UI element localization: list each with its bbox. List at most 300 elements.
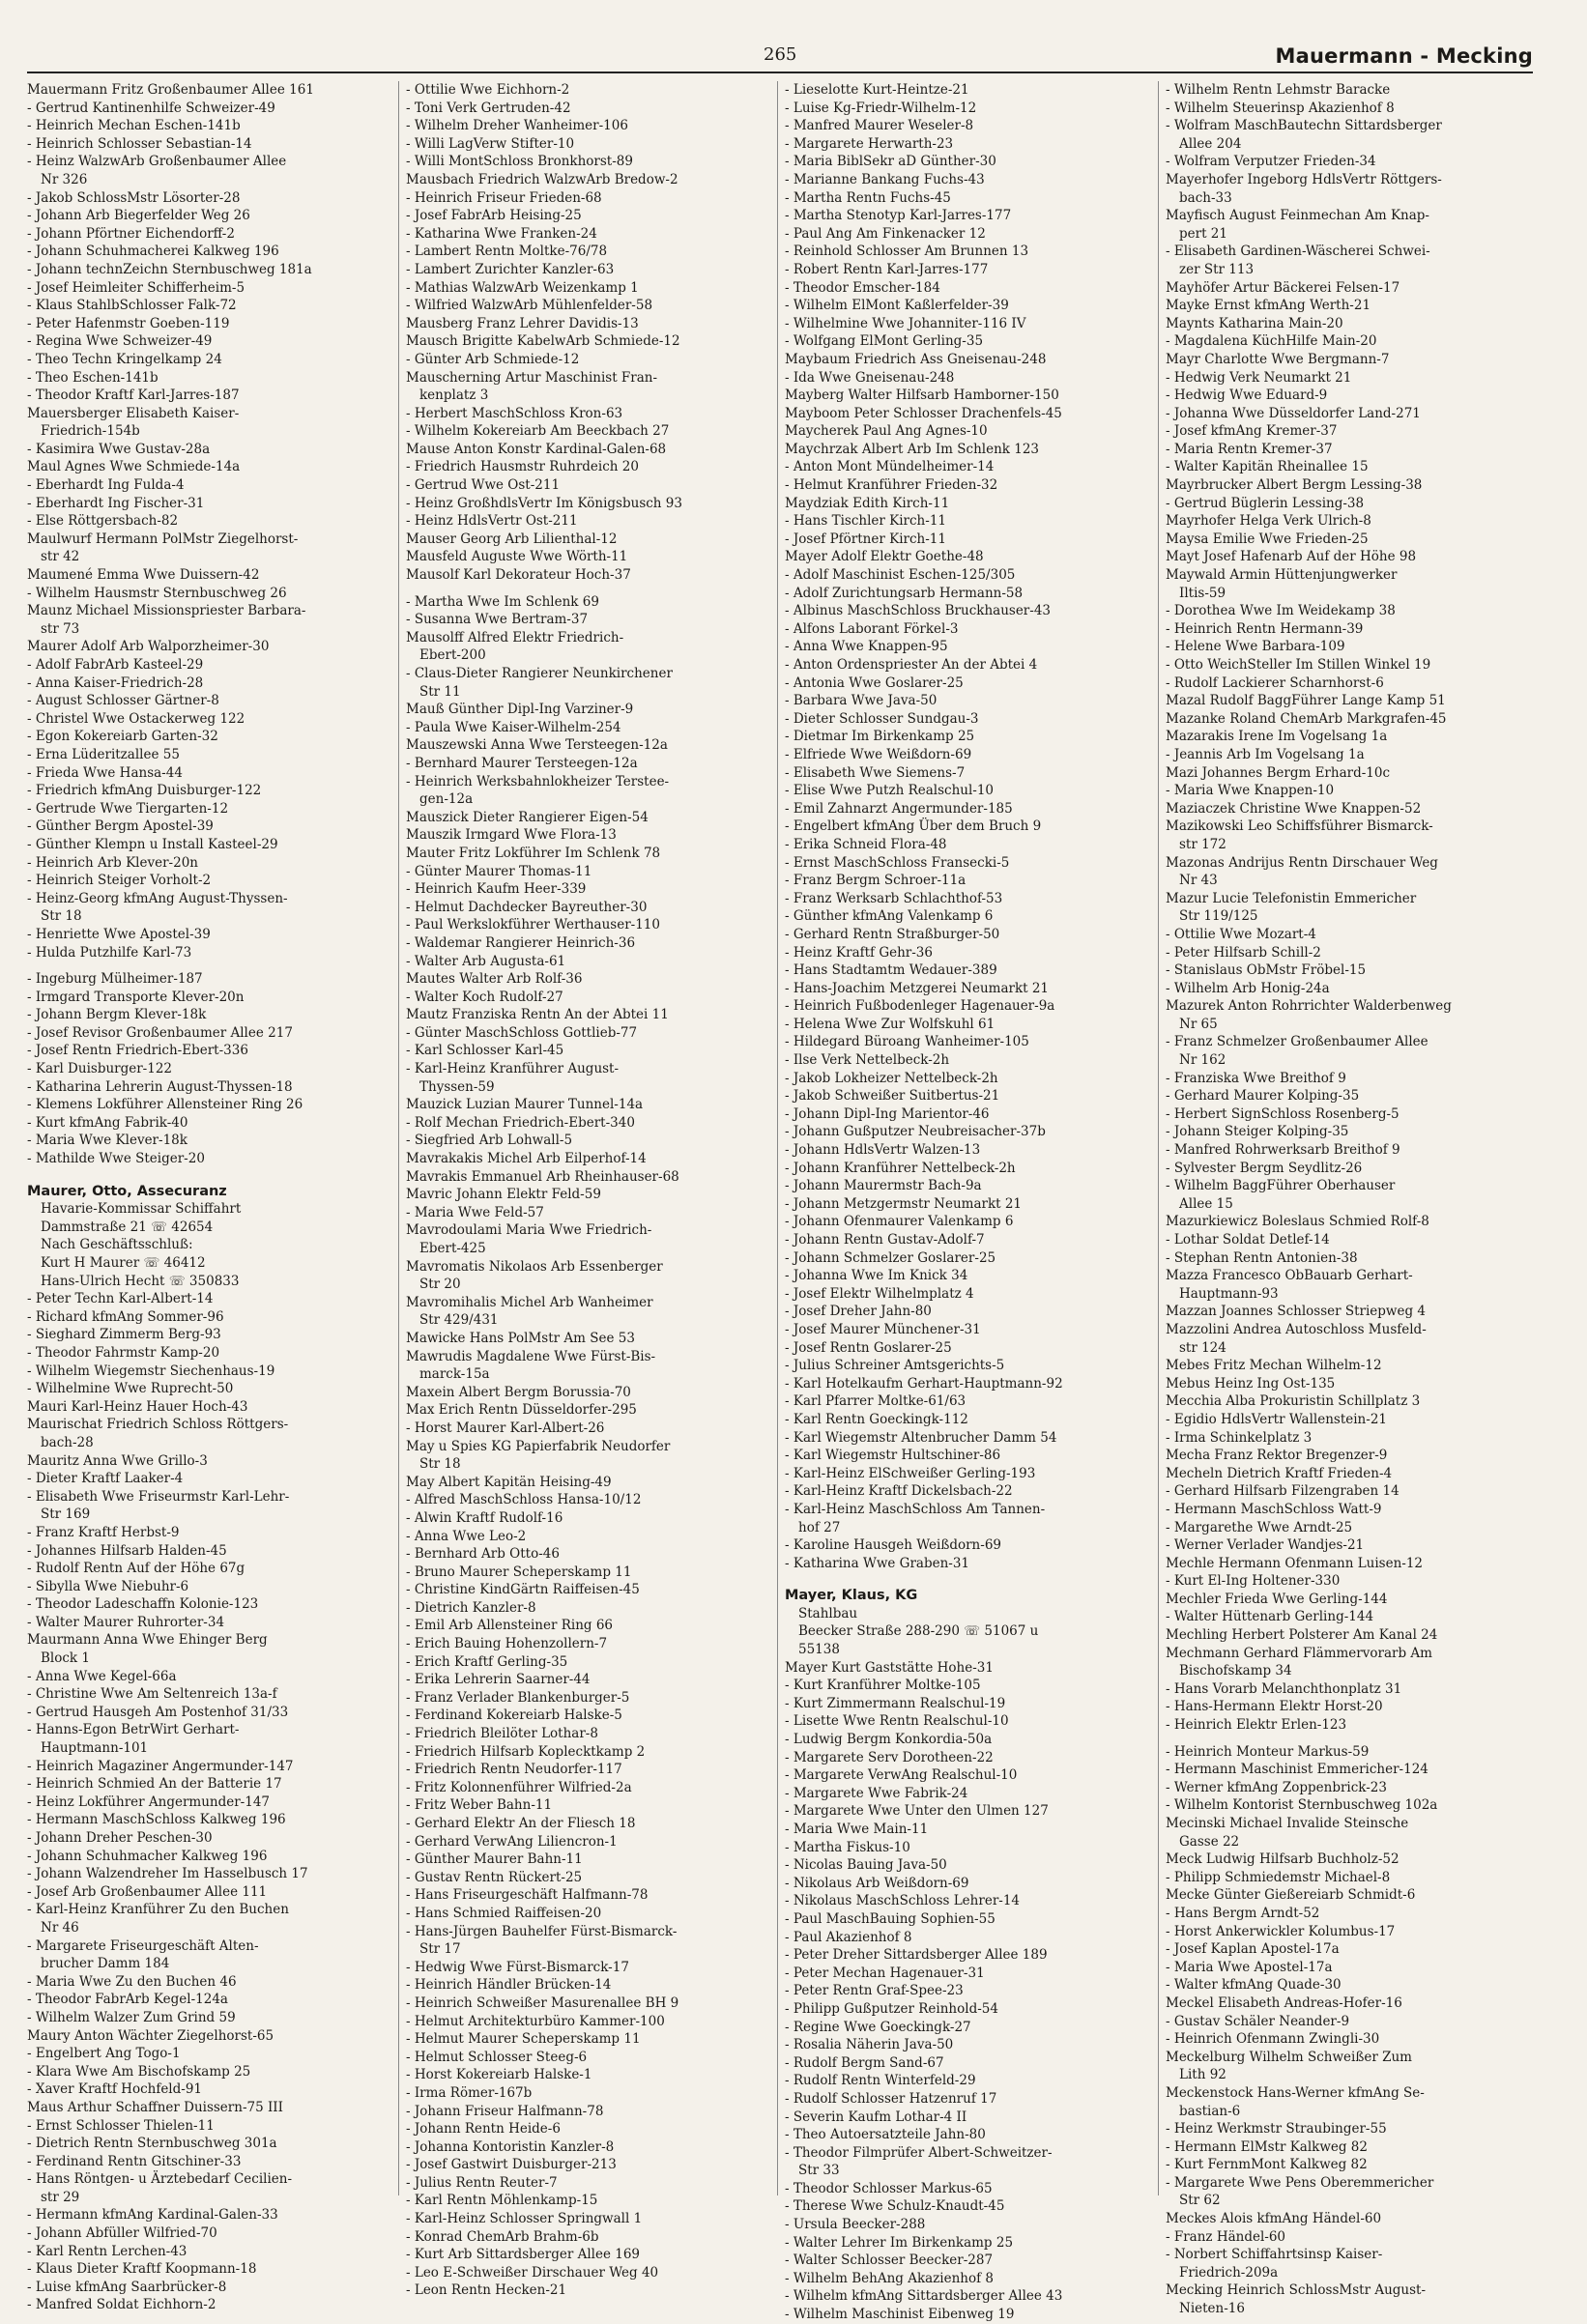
directory-entry: - Walter Hüttenarb Gerling-144 [1166,1609,1374,1625]
entry-continuation: bach-33 [1179,189,1232,206]
directory-entry: - Günter MaschSchloss Gottlieb-77 [406,1024,638,1041]
spacer [1166,1735,1552,1743]
directory-entry: - Heinrich Rentn Hermann-39 [1166,620,1364,637]
directory-entry: - Johann Schmelzer Goslarer-25 [785,1249,996,1266]
directory-entry: Mawicke Hans PolMstr Am See 53 [406,1330,635,1346]
directory-entry: - Johann Abfüller Wilfried-70 [27,2225,217,2242]
directory-entry: Mechler Frieda Wwe Gerling-144 [1166,1591,1388,1607]
directory-entry: Mavromatis Nikolaos Arb Essenberger [406,1258,663,1275]
directory-entry: - Hans Tischler Kirch-11 [785,513,946,530]
directory-entry: - Rosalia Näherin Java-50 [785,2037,954,2053]
directory-entry: - Karl Duisburger-122 [27,1061,173,1077]
directory-entry: - Jakob SchlossMstr Lösorter-28 [27,189,241,206]
directory-entry: - Johann HdlsVertr Walzen-13 [785,1142,981,1159]
directory-entry: - Helmut Schlosser Steeg-6 [406,2049,588,2065]
directory-entry: - Wilhelm Kokereiarb Am Beeckbach 27 [406,423,670,440]
directory-entry: - Ferdinand Kokereiarb Halske-5 [406,1707,622,1724]
directory-entry: Mazzolini Andrea Autoschloss Musfeld- [1166,1321,1427,1337]
entry-continuation: marck-15a [419,1366,490,1383]
business-heading: Maurer, Otto, Assecuranz [27,1183,227,1199]
entry-continuation: pert 21 [1179,225,1227,242]
directory-entry: - Margarete Friseurgeschäft Alten- [27,1937,259,1954]
directory-entry: May u Spies KG Papierfabrik Neudorfer [406,1438,671,1454]
directory-entry: - Karl-Heinz Kranführer Zu den Buchen [27,1902,289,1918]
directory-entry: Mauß Günther Dipl-Ing Varziner-9 [406,702,634,718]
directory-entry: - Katharina Wwe Graben-31 [785,1555,970,1571]
directory-entry: - Josef Kaplan Apostel-17a [1166,1941,1340,1958]
directory-entry: - Walter Lehrer Im Birkenkamp 25 [785,2234,1014,2251]
directory-entry: - Elisabeth Wwe Siemens-7 [785,764,966,781]
spacer [27,961,394,970]
directory-entry: - Heinrich Elektr Erlen-123 [1166,1717,1347,1734]
directory-entry: - Walter Arb Augusta-61 [406,953,566,969]
directory-entry: - Josef Rentn Goslarer-25 [785,1339,952,1356]
directory-entry: Mecinski Michael Invalide Steinsche [1166,1816,1409,1831]
directory-entry: - Ottilie Wwe Eichhorn-2 [406,82,570,98]
directory-entry: Mayfisch August Feinmechan Am Knap- [1166,208,1429,224]
entry-continuation: Havarie-Kommissar Schiffahrt [41,1201,242,1218]
directory-entry: - Heinz-Georg kfmAng August-Thyssen- [27,890,288,906]
directory-entry: - Mathias WalzwArb Weizenkamp 1 [406,279,639,296]
directory-entry: - Lisette Wwe Rentn Realschul-10 [785,1713,1009,1730]
directory-entry: - Walter Maurer Ruhrorter-34 [27,1614,225,1630]
directory-entry: - Josef Revisor Großenbaumer Allee 217 [27,1024,293,1041]
directory-entry: - Wilfried WalzwArb Mühlenfelder-58 [406,298,653,314]
directory-entry: - Heinrich Ofenmann Zwingli-30 [1166,2031,1380,2048]
directory-entry: - Luise Kg-Friedr-Wilhelm-12 [785,100,977,116]
directory-entry: - Bernhard Maurer Tersteegen-12a [406,755,638,771]
entry-continuation: kenplatz 3 [419,387,489,404]
directory-entry: Mecha Franz Rektor Bregenzer-9 [1166,1448,1388,1464]
entry-continuation: Beecker Straße 288-290 ☏ 51067 u [798,1623,1039,1640]
entry-continuation: Kurt H Maurer ☏ 46412 [41,1255,206,1271]
directory-entry: Maul Agnes Wwe Schmiede-14a [27,459,241,475]
directory-entry: - Josef Arb Großenbaumer Allee 111 [27,1883,268,1900]
directory-entry: - Engelbert kfmAng Über dem Bruch 9 [785,818,1042,835]
directory-entry: - Martha Wwe Im Schlenk 69 [406,593,599,610]
directory-entry: Mayrbrucker Albert Bergm Lessing-38 [1166,477,1423,494]
directory-entry: - Irma Schinkelplatz 3 [1166,1429,1313,1446]
directory-entry: Maurer Adolf Arb Walporzheimer-30 [27,639,270,655]
directory-entry: - Franz Kraftf Herbst-9 [27,1524,180,1540]
directory-entry: - Heinrich Monteur Markus-59 [1166,1743,1370,1760]
directory-entry: Mecke Günter Gießereiarb Schmidt-6 [1166,1887,1416,1904]
directory-entry: - Rudolf Rentn Winterfeld-29 [785,2073,976,2089]
entry-continuation: Dammstraße 21 ☏ 42654 [41,1219,214,1235]
directory-entry: - Ernst MaschSchloss Fransecki-5 [785,854,1010,871]
directory-entry: - Maria Wwe Klever-18k [27,1133,188,1149]
directory-entry: - Christel Wwe Ostackerweg 122 [27,710,245,727]
directory-entry: - Gerhard Hilfsarb Filzengraben 14 [1166,1483,1399,1500]
directory-entry: - Eberhardt Ing Fischer-31 [27,495,205,511]
directory-entry: - Josef Heimleiter Schifferheim-5 [27,279,245,296]
directory-entry: Maybaum Friedrich Ass Gneisenau-248 [785,351,1047,367]
directory-entry: - Katharina Wwe Franken-24 [406,225,597,242]
directory-entry: - Martha Fiskus-10 [785,1839,910,1855]
entry-continuation: Ebert-200 [419,647,486,664]
directory-entry: - Margarete Wwe Pens Oberemmericher [1166,2174,1434,2191]
directory-entry: - Johanna Kontoristin Kanzler-8 [406,2138,615,2155]
directory-entry: - Dietmar Im Birkenkamp 25 [785,729,975,745]
directory-entry: - Heinz Werkmstr Straubinger-55 [1166,2121,1387,2138]
directory-entry: - Hans Stadtamtm Wedauer-389 [785,962,997,979]
directory-entry: Mausolf Karl Dekorateur Hoch-37 [406,567,631,584]
directory-entry: - Sieghard Zimmerm Berg-93 [27,1327,221,1343]
entry-continuation: str 73 [41,620,80,637]
directory-entry: - Hildegard Büroang Wanheimer-105 [785,1034,1029,1050]
directory-entry: Mause Anton Konstr Kardinal-Galen-68 [406,441,667,457]
directory-entry: - Margarete Wwe Fabrik-24 [785,1785,968,1801]
directory-entry: - Günter Maurer Thomas-11 [406,863,592,879]
directory-entry: - Manfred Maurer Weseler-8 [785,118,974,134]
entry-continuation: Nr 162 [1179,1052,1226,1069]
directory-entry: - Theodor Filmprüfer Albert-Schweitzer- [785,2144,1053,2161]
directory-entry: - Karl Rentn Goeckingk-112 [785,1411,968,1427]
directory-entry: - Heinrich Friseur Frieden-68 [406,189,602,206]
directory-entry: - Anna Wwe Leo-2 [406,1528,527,1544]
directory-entry: - Erika Lehrerin Saarner-44 [406,1672,591,1688]
directory-entry: - Paul MaschBauing Sophien-55 [785,1910,995,1927]
directory-entry: - Adolf FabrArb Kasteel-29 [27,657,204,673]
directory-entry: - Wilhelmine Wwe Ruprecht-50 [27,1381,234,1397]
directory-entry: - Josef Maurer Münchener-31 [785,1321,981,1337]
directory-entry: Maysa Emilie Wwe Frieden-25 [1166,531,1369,547]
directory-entry: - Frieda Wwe Hansa-44 [27,764,183,781]
directory-entry: - Johann technZeichn Sternbuschweg 181a [27,261,312,277]
directory-entry: Mausch Brigitte KabelwArb Schmiede-12 [406,333,680,350]
directory-entry: - Karl Rentn Lerchen-43 [27,2243,188,2259]
directory-entry: - Heinrich Schlosser Sebastian-14 [27,135,252,152]
directory-entry: - Toni Verk Gertruden-42 [406,100,571,116]
directory-entry: - Leo E-Schweißer Dirschauer Weg 40 [406,2264,659,2281]
directory-entry: - Hedwig Wwe Eduard-9 [1166,387,1328,404]
directory-entry: - Karl Schlosser Karl-45 [406,1043,564,1059]
directory-entry: - Henriette Wwe Apostel-39 [27,926,211,942]
directory-entry: Mecking Heinrich SchlossMstr August- [1166,2282,1427,2299]
directory-entry: Meckel Elisabeth Andreas-Hofer-16 [1166,1994,1402,2011]
directory-entry: - Richard kfmAng Sommer-96 [27,1308,224,1325]
directory-entry: - Johann Dreher Peschen-30 [27,1830,213,1846]
directory-entry: - Gertrud Hausgeh Am Postenhof 31/33 [27,1704,289,1720]
directory-entry: Mausbach Friedrich WalzwArb Bredow-2 [406,171,678,187]
directory-entry: Mauri Karl-Heinz Hauer Hoch-43 [27,1398,248,1415]
entry-continuation: Str 33 [798,2163,840,2179]
directory-entry: - Johann Walzendreher Im Hasselbusch 17 [27,1866,308,1882]
directory-entry: - Helmut Architekturbüro Kammer-100 [406,2013,665,2029]
directory-entry: - August Schlosser Gärtner-8 [27,693,219,709]
directory-entry: - Julius Rentn Reuter-7 [406,2174,558,2191]
directory-entry: - Eberhardt Ing Fulda-4 [27,477,185,494]
directory-entry: - Theodor Kraftf Karl-Jarres-187 [27,387,240,404]
directory-entry: - Karl Hotelkaufm Gerhart-Hauptmann-92 [785,1375,1063,1392]
entry-continuation: str 42 [41,549,80,565]
directory-entry: - Regina Wwe Schweizer-49 [27,333,213,350]
directory-entry: - Franz Bergm Schroer-11a [785,873,967,889]
directory-entry: - Helene Wwe Barbara-109 [1166,639,1345,655]
directory-entry: - Dieter Schlosser Sundgau-3 [785,710,979,727]
directory-entry: - Herbert MaschSchloss Kron-63 [406,405,623,421]
directory-entry: Mechmann Gerhard Flämmervorarb Am [1166,1645,1432,1661]
directory-entry: - Severin Kaufm Lothar-4 II [785,2109,967,2125]
entry-continuation: Str 11 [419,683,461,700]
directory-entry: Mauter Fritz Lokführer Im Schlenk 78 [406,845,661,861]
entry-continuation: Str 18 [419,1456,461,1473]
entry-continuation: Str 20 [419,1277,461,1293]
entry-continuation: Nr 326 [41,171,88,187]
directory-entry: - Heinrich Arb Klever-20n [27,854,198,871]
directory-entry: Mazurek Anton Rohrrichter Walderbenweg [1166,998,1452,1015]
directory-entry: - Magdalena KüchHilfe Main-20 [1166,333,1377,350]
directory-entry: - Johannes Hilfsarb Halden-45 [27,1542,227,1559]
directory-entry: - Wilhelm ElMont Kaßlerfelder-39 [785,298,1009,314]
directory-entry: Mayer Adolf Elektr Goethe-48 [785,549,984,565]
directory-entry: - Xaver Kraftf Hochfeld-91 [27,2081,203,2098]
directory-entry: - Helmut Maurer Scheperskamp 11 [406,2031,641,2048]
directory-entry: - Erich Kraftf Gerling-35 [406,1653,568,1670]
directory-entry: Mazikowski Leo Schiffsführer Bismarck- [1166,818,1433,835]
directory-entry: - Johanna Wwe Im Knick 34 [785,1268,968,1284]
directory-entry: - Maria BiblSekr aD Günther-30 [785,154,996,170]
directory-entry: - Jakob Schweißer Suitbertus-21 [785,1088,1000,1105]
directory-entry: - Martha Stenotyp Karl-Jarres-177 [785,208,1012,224]
directory-entry: - Jakob Lokheizer Nettelbeck-2h [785,1070,998,1086]
directory-entry: Maurmann Anna Wwe Ehinger Berg [27,1632,268,1649]
directory-entry: - Hermann MaschSchloss Kalkweg 196 [27,1812,286,1828]
directory-entry: - Hermann kfmAng Kardinal-Galen-33 [27,2207,278,2224]
directory-entry: - Heinz GroßhdlsVertr Im Königsbusch 93 [406,495,682,511]
directory-entry: - Kurt Arb Sittardsberger Allee 169 [406,2247,641,2263]
directory-entry: - Nikolaus MaschSchloss Lehrer-14 [785,1893,1021,1909]
entry-continuation: 55138 [798,1642,840,1658]
entry-continuation: Hauptmann-101 [41,1740,149,1757]
directory-entry: Maumené Emma Wwe Duissern-42 [27,567,260,584]
directory-entry: - Johann Kranführer Nettelbeck-2h [785,1160,1016,1176]
directory-entry: - Christine KindGärtn Raiffeisen-45 [406,1582,640,1598]
directory-entry: - Dieter Kraftf Laaker-4 [27,1471,184,1487]
directory-entry: Mayke Ernst kfmAng Werth-21 [1166,298,1371,314]
directory-entry: Mechling Herbert Polsterer Am Kanal 24 [1166,1627,1438,1644]
directory-entry: - Wilhelm Walzer Zum Grind 59 [27,2009,236,2025]
directory-entry: - Robert Rentn Karl-Jarres-177 [785,261,989,277]
directory-entry: - Rudolf Bergm Sand-67 [785,2054,944,2071]
directory-entry: - Theodor Ladeschaffn Kolonie-123 [27,1596,259,1613]
directory-entry: - Josef Gastwirt Duisburger-213 [406,2157,617,2173]
directory-entry: Mazzan Joannes Schlosser Striepweg 4 [1166,1304,1426,1320]
entry-continuation: Gasse 22 [1179,1833,1240,1850]
directory-entry: - Günter Arb Schmiede-12 [406,351,580,367]
directory-entry: - Konrad ChemArb Brahm-6b [406,2228,599,2245]
directory-entry: - Ottilie Wwe Mozart-4 [1166,926,1316,942]
directory-entry: - Günther Bergm Apostel-39 [27,818,214,835]
directory-entry: - Rolf Mechan Friedrich-Ebert-340 [406,1114,635,1131]
directory-entry: - Hedwig Wwe Fürst-Bismarck-17 [406,1959,629,1975]
directory-entry: - Ferdinand Rentn Gitschiner-33 [27,2153,242,2169]
directory-entry: Maxein Albert Bergm Borussia-70 [406,1384,631,1400]
entry-continuation: Str 429/431 [419,1312,499,1329]
directory-entry: Mausberg Franz Lehrer Davidis-13 [406,315,639,331]
directory-entry: - Horst Ankerwickler Kolumbus-17 [1166,1923,1396,1939]
directory-entry: - Barbara Wwe Java-50 [785,693,938,709]
directory-entry: - Leon Rentn Hecken-21 [406,2282,567,2299]
directory-entry: Meck Ludwig Hilfsarb Buchholz-52 [1166,1851,1399,1868]
directory-entry: - Johanna Wwe Düsseldorfer Land-271 [1166,405,1421,421]
directory-entry: - Otto WeichSteller Im Stillen Winkel 19 [1166,657,1431,673]
directory-entry: - Hermann MaschSchloss Watt-9 [1166,1501,1382,1517]
directory-entry: - Irma Römer-167b [406,2084,533,2101]
directory-entry: - Friedrich Bleilöter Lothar-8 [406,1726,598,1742]
directory-entry: - Manfred Soldat Eichhorn-2 [27,2297,216,2313]
directory-entry: - Theo Autoersatzteile Jahn-80 [785,2127,986,2143]
spacer [406,585,773,593]
directory-entry: - Lothar Soldat Detlef-14 [1166,1232,1330,1248]
directory-entry: Mauszick Dieter Rangierer Eigen-54 [406,809,649,825]
directory-entry: - Johann Maurermstr Bach-9a [785,1178,982,1194]
entry-continuation: gen-12a [419,791,474,808]
directory-entry: - Walter Schlosser Beecker-287 [785,2252,994,2269]
directory-entry: - Herbert SignSchloss Rosenberg-5 [1166,1105,1399,1122]
entry-continuation: str 124 [1179,1339,1226,1356]
spacer [27,1168,394,1177]
directory-entry: - Maria Wwe Apostel-17a [1166,1959,1333,1975]
entry-continuation: Bischofskamp 34 [1179,1663,1292,1679]
directory-entry: - Margarete Herwarth-23 [785,135,954,152]
directory-entry: - Karl Rentn Möhlenkamp-15 [406,2193,598,2209]
directory-entry: - Alfred MaschSchloss Hansa-10/12 [406,1492,642,1508]
entry-continuation: Nr 43 [1179,873,1218,889]
directory-entry: - Peter Techn Karl-Albert-14 [27,1291,214,1307]
directory-entry: - Günther Klempn u Install Kasteel-29 [27,836,278,852]
directory-entry: - Hans-Jürgen Bauhelfer Fürst-Bismarck- [406,1923,678,1939]
directory-entry: - Klara Wwe Am Bischofskamp 25 [27,2063,251,2080]
directory-entry: - Jeannis Arb Im Vogelsang 1a [1166,746,1365,762]
directory-entry: Mayerhofer Ingeborg HdlsVertr Röttgers- [1166,171,1442,187]
directory-entry: - Erna Lüderitzallee 55 [27,746,180,762]
directory-entry: - Karl Wiegemstr Hultschiner-86 [785,1448,1001,1464]
directory-entry: Mauzick Luzian Maurer Tunnel-14a [406,1097,644,1113]
directory-entry: - Anna Wwe Kegel-66a [27,1668,177,1684]
directory-entry: - Maria Wwe Main-11 [785,1822,929,1837]
entry-continuation: bastian-6 [1179,2103,1241,2119]
directory-column-4 [1166,81,1552,2318]
directory-entry: - Horst Maurer Karl-Albert-26 [406,1420,605,1436]
directory-entry: - Gerhard VerwAng Liliencron-1 [406,1833,618,1850]
directory-entry: - Wilhelm Maschinist Eibenweg 19 [785,2307,1015,2323]
directory-entry: Mavromihalis Michel Arb Wanheimer [406,1294,653,1310]
directory-entry: - Adolf Maschinist Eschen-125/305 [785,567,1016,584]
directory-entry: Maurischat Friedrich Schloss Röttgers- [27,1417,289,1433]
directory-entry: Mavrakakis Michel Arb Eilperhof-14 [406,1151,647,1167]
directory-entry: - Peter Hafenmstr Goeben-119 [27,315,230,331]
directory-entry: - Maria Rentn Kremer-37 [1166,441,1333,457]
directory-entry: Mayberg Walter Hilfsarb Hamborner-150 [785,387,1059,404]
directory-entry: - Egidio HdlsVertr Wallenstein-21 [1166,1411,1387,1427]
directory-entry: - Walter Kapitän Rheinallee 15 [1166,459,1369,475]
entry-continuation: Hans-Ulrich Hecht ☏ 350833 [41,1273,240,1289]
directory-entry: - Karl-Heinz MaschSchloss Am Tannen- [785,1501,1046,1517]
directory-entry: - Anna Wwe Knappen-95 [785,639,948,655]
directory-entry: - Theo Techn Kringelkamp 24 [27,351,222,367]
entry-continuation: Friedrich-209a [1179,2264,1279,2281]
entry-continuation: Block 1 [41,1650,90,1667]
directory-entry: - Helena Wwe Zur Wolfskuhl 61 [785,1016,995,1032]
directory-entry: - Philipp Gußputzer Reinhold-54 [785,2000,998,2017]
directory-entry: - Heinrich Schweißer Masurenallee BH 9 [406,1994,679,2011]
entry-continuation: hof 27 [798,1519,841,1535]
directory-entry: - Peter Dreher Sittardsberger Allee 189 [785,1947,1048,1964]
directory-entry: Mavric Johann Elektr Feld-59 [406,1187,601,1203]
directory-entry: - Theodor FabrArb Kegel-124a [27,1992,228,2008]
directory-entry: - Karl Wiegemstr Altenbrucher Damm 54 [785,1429,1057,1446]
directory-entry: - Werner Verlader Wandjes-21 [1166,1537,1365,1554]
directory-entry: - Theodor Fahrmstr Kamp-20 [27,1344,220,1361]
directory-entry: - Wolfgang ElMont Gerling-35 [785,333,984,350]
running-title: Mauermann - Mecking [1275,44,1533,68]
directory-entry: - Wilhelm Wiegemstr Siechenhaus-19 [27,1363,275,1379]
entry-continuation: Str 119/125 [1179,908,1258,925]
directory-entry: - Maria Wwe Knappen-10 [1166,783,1335,799]
directory-entry: - Paul Akazienhof 8 [785,1929,912,1945]
directory-entry: - Friedrich Hausmstr Ruhrdeich 20 [406,459,639,475]
directory-entry: - Heinrich Magaziner Angermunder-147 [27,1758,294,1774]
directory-entry: - Hedwig Verk Neumarkt 21 [1166,369,1352,386]
directory-entry: - Peter Mechan Hagenauer-31 [785,1965,985,1981]
directory-entry: - Bruno Maurer Scheperskamp 11 [406,1564,632,1580]
entry-continuation: Stahlbau [798,1605,858,1621]
directory-entry: - Heinrich Mechan Eschen-141b [27,118,241,134]
directory-entry: Mecheln Dietrich Kraftf Frieden-4 [1166,1465,1393,1481]
directory-entry: - Johann Schuhmacherei Kalkweg 196 [27,244,279,260]
directory-entry: - Friedrich Rentn Neudorfer-117 [406,1762,622,1778]
directory-entry: - Manfred Rohrwerksarb Breithof 9 [1166,1142,1400,1159]
directory-entry: - Julius Schreiner Amtsgerichts-5 [785,1358,1005,1374]
page-number: 265 [764,44,797,65]
directory-entry: - Kurt El-Ing Holtener-330 [1166,1573,1341,1590]
directory-entry: - Wolfram Verputzer Frieden-34 [1166,154,1376,170]
directory-entry: - Nikolaus Arb Weißdorn-69 [785,1875,969,1891]
directory-entry: Maus Arthur Schaffner Duissern-75 III [27,2099,283,2115]
directory-entry: - Alwin Kraftf Rudolf-16 [406,1509,563,1526]
directory-entry: - Theo Eschen-141b [27,369,159,386]
directory-entry: - Dietrich Rentn Sternbuschweg 301a [27,2136,277,2152]
directory-entry: Mechle Hermann Ofenmann Luisen-12 [1166,1555,1424,1571]
directory-entry: - Wilhelm Hausmstr Sternbuschweg 26 [27,585,287,601]
directory-entry: - Heinz Lokführer Angermunder-147 [27,1793,271,1810]
directory-entry: Maury Anton Wächter Ziegelhorst-65 [27,2027,274,2044]
directory-entry: - Franz Händel-60 [1166,2228,1286,2245]
directory-entry: Mawrudis Magdalene Wwe Fürst-Bis- [406,1348,656,1364]
directory-entry: - Emil Arb Allensteiner Ring 66 [406,1618,614,1634]
directory-entry: - Heinrich Händler Brücken-14 [406,1977,612,1994]
directory-entry: Mavrakis Emmanuel Arb Rheinhauser-68 [406,1168,679,1185]
directory-entry: - Kurt kfmAng Fabrik-40 [27,1114,188,1131]
directory-entry: - Friedrich Hilfsarb Koplecktkamp 2 [406,1743,646,1760]
business-heading: Mayer, Klaus, KG [785,1588,918,1604]
column-divider [777,81,778,2195]
directory-entry: - Franz Werksarb Schlachthof-53 [785,890,1003,906]
directory-entry: - Josef Dreher Jahn-80 [785,1304,932,1320]
directory-entry: - Bernhard Arb Otto-46 [406,1546,560,1563]
directory-entry: Maycherek Paul Ang Agnes-10 [785,423,988,440]
directory-entry: Mauszik Irmgard Wwe Flora-13 [406,827,617,844]
directory-entry: - Dietrich Kanzler-8 [406,1599,536,1616]
directory-entry: - Franz Schmelzer Großenbaumer Allee [1166,1034,1428,1050]
directory-entry: - Elfriede Wwe Weißdorn-69 [785,746,972,762]
directory-entry: Mazi Johannes Bergm Erhard-10c [1166,764,1391,781]
directory-entry: - Erich Bauing Hohenzollern-7 [406,1636,608,1652]
entry-continuation: Nieten-16 [1179,2301,1245,2317]
entry-continuation: Friedrich-154b [41,423,140,440]
directory-entry: - Antonia Wwe Goslarer-25 [785,674,964,691]
